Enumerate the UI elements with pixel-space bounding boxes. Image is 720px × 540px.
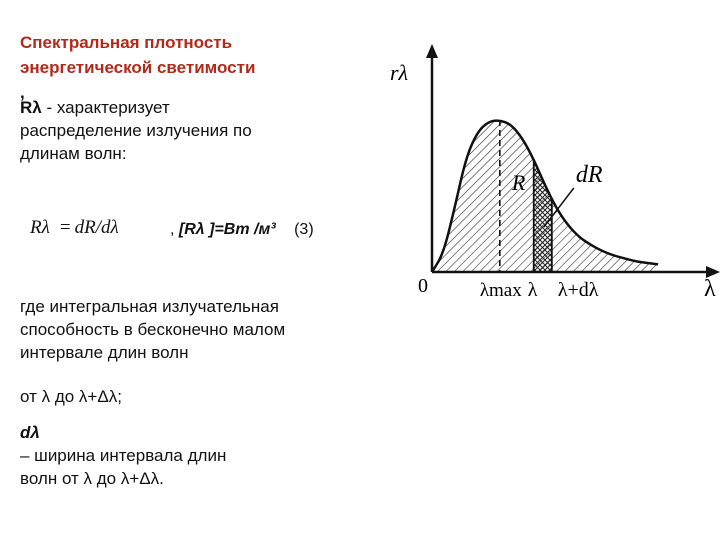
- dlambda-line-2: волн от λ до λ+Δλ.: [20, 469, 164, 488]
- unit-text: [Rλ ]=Вт /м³: [178, 221, 276, 238]
- dlambda-definition: [20, 421, 226, 490]
- page-title: [20, 30, 255, 105]
- x-axis-label: λ: [704, 276, 716, 302]
- formula: [30, 217, 119, 239]
- equation-number: (3): [294, 221, 314, 238]
- range-text: от λ до λ+Δλ;: [20, 387, 122, 406]
- origin-label: 0: [418, 275, 428, 297]
- formula-comma: ,: [170, 221, 175, 238]
- description: [20, 119, 252, 165]
- dlambda-symbol: dλ: [20, 423, 40, 442]
- spectral-density-chart: [380, 40, 716, 310]
- region-label-r: R: [511, 170, 526, 195]
- y-axis-label: rλ: [390, 60, 409, 85]
- dr-band: [534, 160, 552, 272]
- r-symbol: Rλ: [20, 98, 42, 117]
- formula-rhs: dR/dλ: [74, 217, 119, 238]
- r-definition: [20, 96, 170, 119]
- tick-label-lambda: λ: [527, 279, 538, 301]
- where-line-2: способность в бесконечно малом: [20, 320, 286, 339]
- formula-lhs: Rλ: [30, 217, 50, 238]
- tick-label-lambda-dlambda: λ+dλ: [557, 279, 599, 301]
- where-paragraph: [20, 295, 285, 364]
- region-label-dr: dR: [575, 162, 603, 188]
- title-line-2: энергетической светимости: [20, 58, 256, 77]
- formula-row: [20, 217, 390, 247]
- where-line-1: где интегральная излучательная: [20, 297, 279, 316]
- formula-equals: =: [59, 217, 71, 238]
- unit-definition: [170, 221, 314, 239]
- description-line-1: распределение излучения по: [20, 121, 252, 140]
- title-line-1: Спектральная плотность: [20, 33, 233, 52]
- y-axis-arrow-icon: [426, 44, 438, 58]
- description-line-2: длинам волн:: [20, 144, 127, 163]
- where-line-3: интервале длин волн: [20, 343, 189, 362]
- title-comma: ,: [20, 83, 25, 102]
- tick-label-lambda-max: λmax: [479, 280, 522, 301]
- r-description: - характеризует: [41, 98, 170, 117]
- dlambda-text: – ширина интервала длин: [20, 446, 227, 465]
